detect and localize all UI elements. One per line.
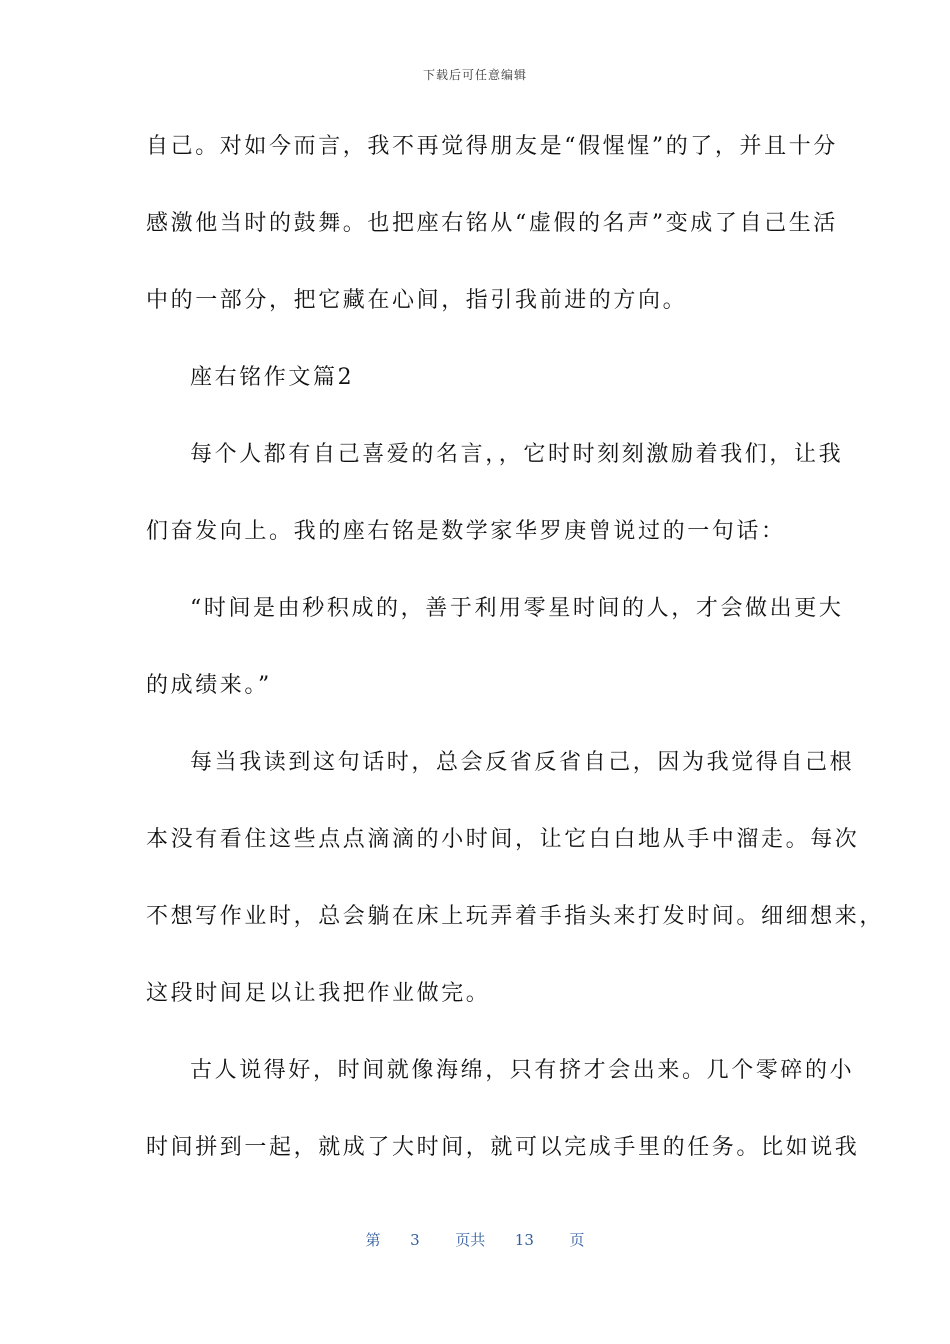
page-label-mid: 页共: [455, 1231, 486, 1249]
paragraph-line: 时间拼到一起，就成了大时间，就可以完成手里的任务。比如说我: [146, 1135, 860, 1160]
paragraph-line: 每当我读到这句话时，总会反省反省自己，因为我觉得自己根: [190, 750, 855, 775]
paragraph-line: 每个人都有自己喜爱的名言，，它时时刻刻激励着我们，让我: [190, 442, 844, 467]
paragraph-line: 古人说得好，时间就像海绵，只有挤才会出来。几个零碎的小: [190, 1058, 855, 1083]
document-body: [146, 123, 885, 1201]
page-number-footer: [0, 1229, 950, 1250]
total-pages-number: 13: [514, 1231, 534, 1249]
quote-line: “时间是由秒积成的，善于利用零星时间的人，才会做出更大: [190, 596, 844, 621]
paragraph-line: 感激他当时的鼓舞。也把座右铭从“虚假的名声”变成了自己生活: [146, 211, 838, 236]
paragraph-line: 不想写作业时，总会躺在床上玩弄着手指头来打发时间。细细想来，: [146, 904, 885, 929]
page-label-suffix: 页: [569, 1231, 585, 1249]
section-heading: 座右铭作文篇2: [190, 365, 355, 390]
paragraph-line: 自己。对如今而言，我不再觉得朋友是“假惺惺”的了，并且十分: [146, 134, 838, 159]
current-page-number: 3: [410, 1231, 420, 1249]
page-label-prefix: 第: [365, 1231, 381, 1249]
header-note: 下载后可任意编辑: [422, 68, 527, 82]
quote-line: 的成绩来。”: [146, 673, 272, 698]
paragraph-line: 中的一部分，把它藏在心间，指引我前进的方向。: [146, 288, 688, 313]
paragraph-line: 这段时间足以让我把作业做完。: [146, 981, 491, 1006]
paragraph-line: 本没有看住这些点点滴滴的小时间，让它白白地从手中溜走。每次: [146, 827, 860, 852]
paragraph-line: 们奋发向上。我的座右铭是数学家华罗庚曾说过的一句话：: [146, 519, 786, 544]
